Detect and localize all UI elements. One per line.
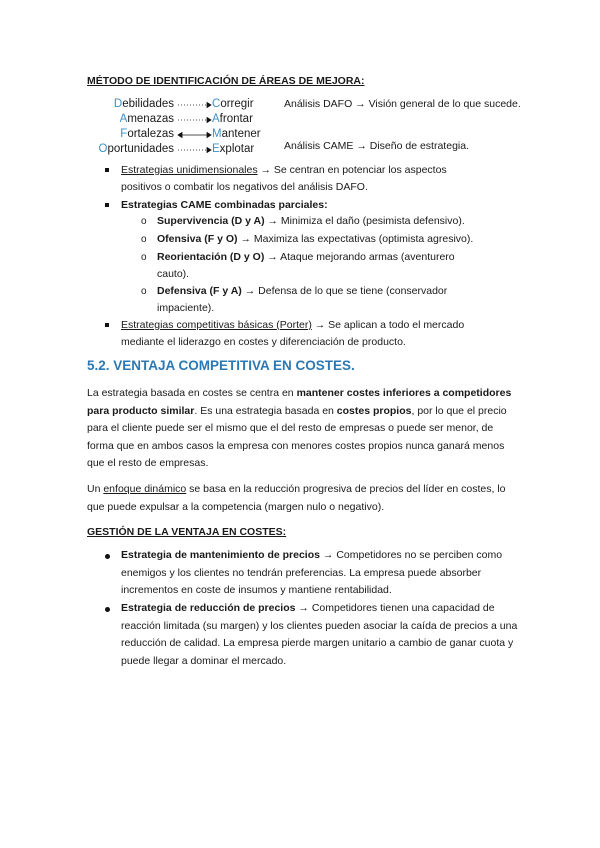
came-item: Corregir xyxy=(212,98,254,110)
paragraph-costes: La estrategia basada en costes se centra en mantener costes inferiores a competidores para producto similar. Es una estrategia basada en costes propios, por lo que el precio para el cliente puede ser el mismo que el del resto de empresas o puede ser menor, de forma que en ambos casos la empresa con menores costes propios nunca ganará menos que el resto de empresas. xyxy=(87,387,512,469)
sub-item-text: cauto). xyxy=(157,268,190,280)
bullet-reduccion: Estrategia de reducción de precios → Competidores tienen una capacidad de reacción limitada (su margen) y los clientes pueden asociar la caída de precios a una reducción de calidad. La empresa pierde margen unitario a cambio de ganar cuota y puede llegar a dominar el mercado. xyxy=(121,602,518,667)
dafo-item: Oportunidades xyxy=(98,143,174,155)
bullet-dot xyxy=(105,607,110,612)
sub-item-ofensiva: Ofensiva (F y O) → Maximiza las expectativas (optimista agresivo). xyxy=(157,233,474,245)
dafo-arrows xyxy=(176,97,212,159)
dafo-came-diagram xyxy=(92,97,282,159)
heading-metodo: MÉTODO DE IDENTIFICACIÓN DE ÁREAS DE MEJORA: xyxy=(87,75,365,87)
bullet-porter: Estrategias competitivas básicas (Porter) → Se aplican a todo el mercado xyxy=(121,319,465,331)
sub-item-supervivencia: Supervivencia (D y A) → Minimiza el daño (pesimista defensivo). xyxy=(157,215,465,227)
came-item: Afrontar xyxy=(212,113,253,125)
dafo-item: Debilidades xyxy=(113,98,174,110)
heading-gestion: GESTIÓN DE LA VENTAJA EN COSTES: xyxy=(87,526,287,538)
dafo-note: Análisis DAFO → Visión general de lo que sucede. xyxy=(284,98,521,110)
paragraph-enfoque: Un enfoque dinámico se basa en la reducción progresiva de precios del líder en costes, lo que puede expulsar a la competencia (margen nulo o negativo). xyxy=(87,483,506,513)
bullet-unidimensionales: Estrategias unidimensionales → Se centran en potenciar los aspectos xyxy=(121,164,447,176)
bullet-dot xyxy=(105,554,110,559)
came-note: Análisis CAME → Diseño de estrategia. xyxy=(284,140,469,152)
bullet-mantenimiento: Estrategia de mantenimiento de precios → Competidores no se perciben como enemigos y los clientes no tendrán preferencias. La empresa puede absorber incrementos en coste de insumos y mantiene rentabilidad. xyxy=(121,549,503,596)
sub-item-defensiva: Defensiva (F y A) → Defensa de lo que se tiene (conservador xyxy=(157,285,448,297)
sub-bullet: o xyxy=(141,286,147,297)
dafo-item: Fortalezas xyxy=(120,128,174,140)
bullet-square xyxy=(105,323,109,327)
came-column xyxy=(212,97,261,157)
dafo-column xyxy=(92,97,174,157)
sub-item-reorientacion: Reorientación (D y O) → Ataque mejorando armas (aventurero xyxy=(157,251,455,263)
dafo-item: Amenazas xyxy=(119,113,174,125)
sub-bullet: o xyxy=(141,252,147,263)
bullet-square xyxy=(105,168,109,172)
sub-bullet: o xyxy=(141,234,147,245)
bullet-square xyxy=(105,203,109,207)
came-item: Explotar xyxy=(212,143,255,155)
bullet-text: mediante el liderazgo en costes y diferenciación de producto. xyxy=(121,336,406,348)
came-item: Mantener xyxy=(212,128,261,140)
bullet-text: positivos o combatir los negativos del análisis DAFO. xyxy=(121,181,368,193)
bullet-came: Estrategias CAME combinadas parciales: xyxy=(121,199,328,211)
sub-item-text: impaciente). xyxy=(157,302,215,314)
section-title: 5.2. VENTAJA COMPETITIVA EN COSTES. xyxy=(87,358,355,373)
sub-bullet: o xyxy=(141,216,147,227)
